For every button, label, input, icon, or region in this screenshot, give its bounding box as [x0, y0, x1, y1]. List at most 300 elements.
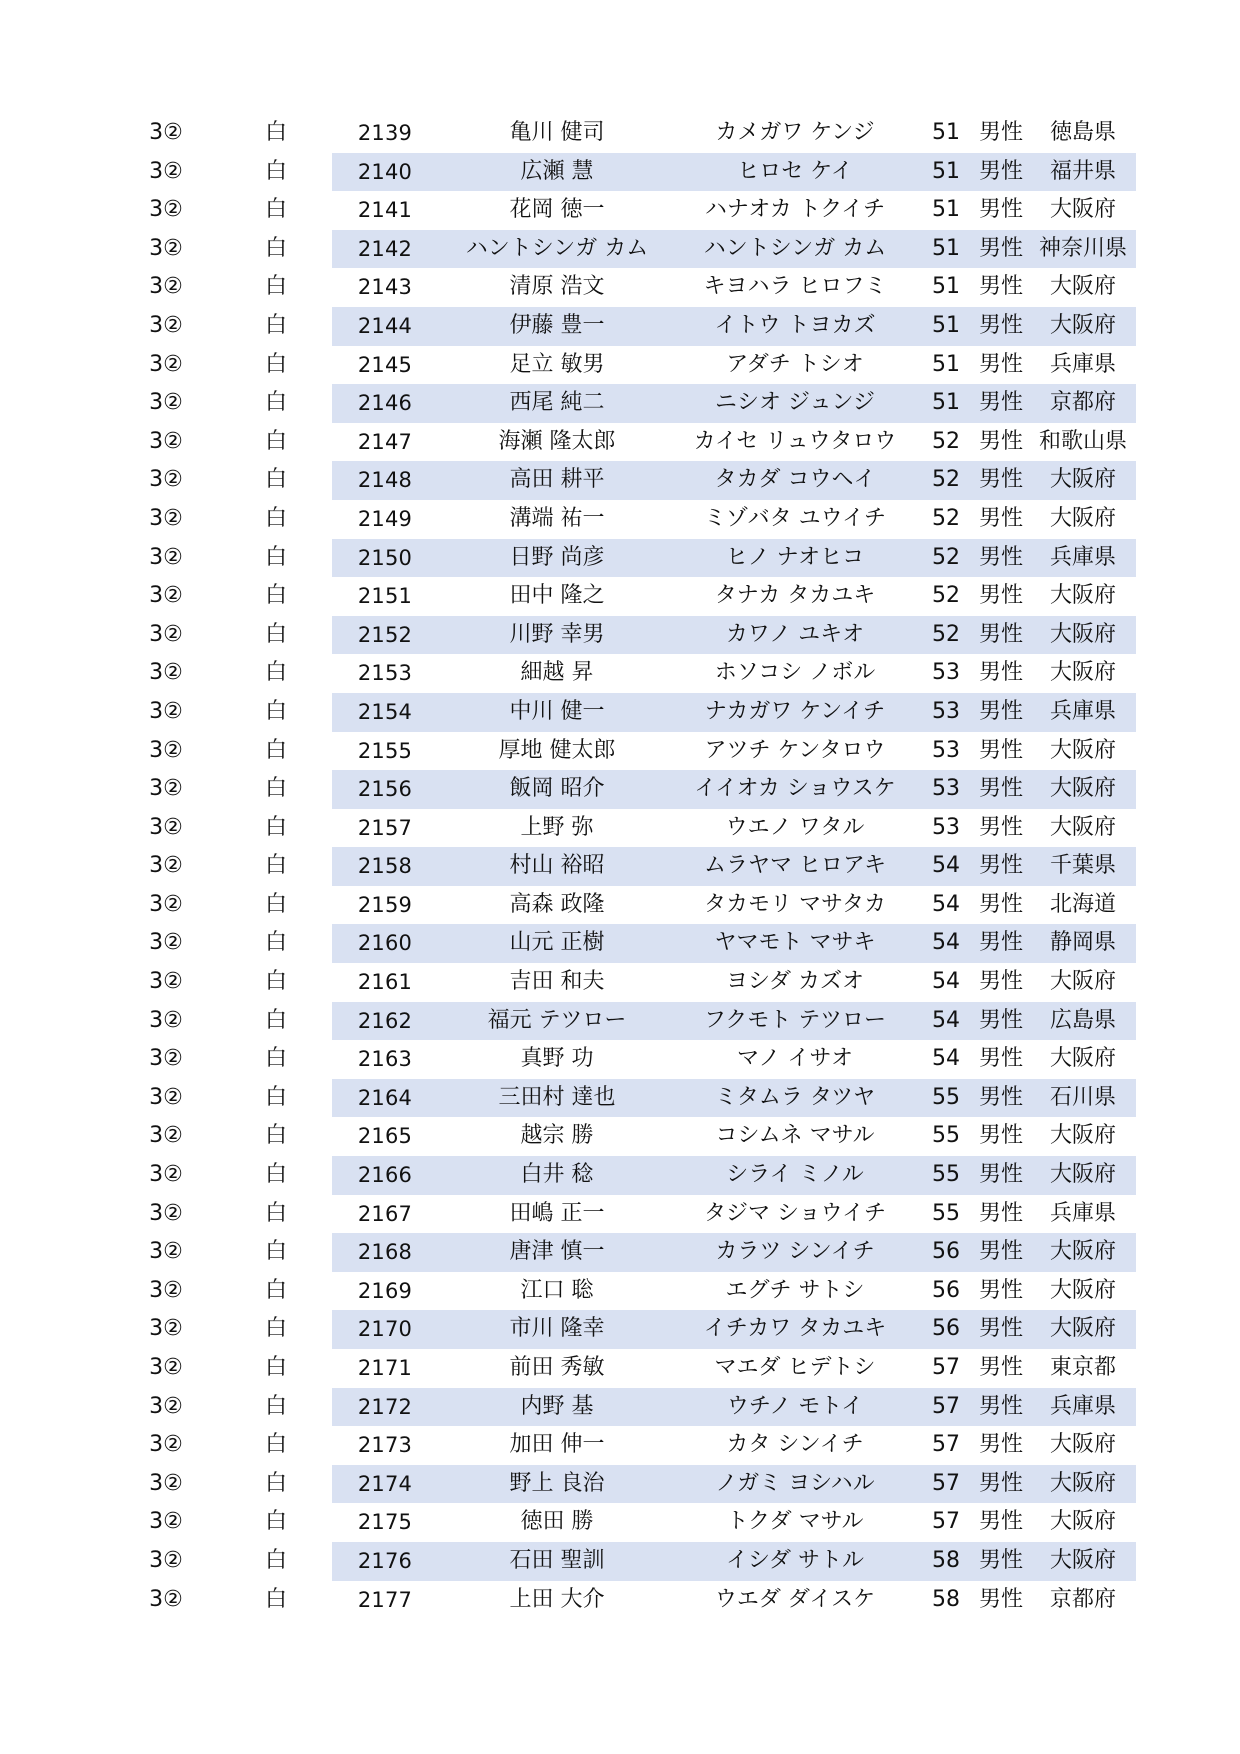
color-cell: 白 — [264, 1046, 287, 1072]
prefecture-cell: 神奈川県 — [1038, 235, 1127, 261]
gender-cell: 男性 — [978, 1586, 1023, 1612]
prefecture-cell: 大阪府 — [1049, 197, 1116, 223]
class-cell: 3② — [149, 853, 183, 879]
table-row — [0, 809, 1240, 848]
table-row — [0, 307, 1240, 346]
age-cell: 56 — [932, 1316, 960, 1342]
prefecture-cell: 和歌山県 — [1038, 428, 1127, 454]
number-cell: 2140 — [357, 159, 413, 184]
class-cell: 3② — [149, 351, 183, 377]
color-cell: 白 — [264, 120, 287, 145]
color-cell: 白 — [264, 583, 287, 609]
color-cell: 白 — [264, 158, 287, 184]
gender-cell: 男性 — [978, 1432, 1023, 1458]
class-cell: 3② — [149, 1432, 183, 1458]
number-cell: 2175 — [357, 1510, 413, 1535]
table-row — [0, 770, 1240, 809]
table-row — [0, 461, 1240, 500]
prefecture-cell: 大阪府 — [1049, 1316, 1116, 1342]
gender-cell: 男性 — [978, 1084, 1023, 1110]
color-cell: 白 — [264, 776, 287, 802]
name-cell: 田嶋 正一 — [509, 1200, 605, 1226]
color-cell: 白 — [264, 274, 287, 300]
color-cell: 白 — [264, 853, 287, 879]
class-cell: 3② — [149, 1277, 183, 1303]
number-cell: 2167 — [357, 1201, 413, 1226]
table-row — [0, 654, 1240, 693]
prefecture-cell: 大阪府 — [1049, 1547, 1116, 1573]
prefecture-cell: 大阪府 — [1049, 737, 1116, 763]
prefecture-cell: 大阪府 — [1049, 274, 1116, 300]
name-cell: 田中 隆之 — [509, 583, 605, 609]
kana-cell: ハナオカ トクイチ — [704, 197, 886, 223]
color-cell: 白 — [264, 1277, 287, 1303]
name-cell: 山元 正樹 — [509, 930, 605, 956]
table-row — [0, 114, 1240, 153]
age-cell: 51 — [932, 312, 960, 338]
table-row — [0, 153, 1240, 192]
prefecture-cell: 大阪府 — [1049, 814, 1116, 840]
prefecture-cell: 大阪府 — [1049, 1509, 1116, 1535]
class-cell: 3② — [149, 891, 183, 917]
number-cell: 2169 — [357, 1278, 413, 1303]
table-row — [0, 1079, 1240, 1118]
prefecture-cell: 大阪府 — [1049, 1162, 1116, 1188]
number-cell: 2165 — [357, 1124, 413, 1149]
kana-cell: イトウ トヨカズ — [714, 312, 876, 338]
kana-cell: カイセ リュウタロウ — [693, 428, 897, 454]
kana-cell: カメガワ ケンジ — [715, 120, 875, 145]
kana-cell: ウチノ モトイ — [726, 1393, 864, 1419]
table-row — [0, 1040, 1240, 1079]
age-cell: 54 — [932, 1046, 960, 1072]
number-cell: 2143 — [357, 275, 413, 300]
gender-cell: 男性 — [978, 197, 1023, 223]
name-cell: 石田 聖訓 — [509, 1547, 605, 1573]
age-cell: 52 — [932, 583, 960, 609]
age-cell: 54 — [932, 930, 960, 956]
gender-cell: 男性 — [978, 1547, 1023, 1573]
gender-cell: 男性 — [978, 737, 1023, 763]
color-cell: 白 — [264, 1200, 287, 1226]
color-cell: 白 — [264, 698, 287, 724]
age-cell: 51 — [932, 120, 960, 145]
class-cell: 3② — [149, 930, 183, 956]
prefecture-cell: 東京都 — [1049, 1355, 1116, 1380]
name-cell: ハントシンガ カム — [465, 235, 649, 261]
name-cell: 中川 健一 — [509, 698, 605, 724]
prefecture-cell: 大阪府 — [1049, 1239, 1116, 1265]
class-cell: 3② — [149, 1200, 183, 1226]
class-cell: 3② — [149, 1084, 183, 1110]
prefecture-cell: 広島県 — [1049, 1007, 1116, 1033]
gender-cell: 男性 — [978, 351, 1023, 377]
color-cell: 白 — [264, 1393, 287, 1419]
name-cell: 亀川 健司 — [509, 120, 605, 145]
color-cell: 白 — [264, 1432, 287, 1458]
class-cell: 3② — [149, 1586, 183, 1612]
name-cell: 徳田 勝 — [520, 1509, 594, 1535]
kana-cell: コシムネ マサル — [715, 1123, 875, 1149]
name-cell: 越宗 勝 — [520, 1123, 594, 1149]
kana-cell: ホソコシ ノボル — [714, 660, 876, 686]
prefecture-cell: 福井県 — [1049, 158, 1116, 184]
number-cell: 2150 — [357, 545, 413, 570]
kana-cell: トクダ マサル — [726, 1509, 864, 1535]
number-cell: 2142 — [357, 236, 413, 261]
prefecture-cell: 京都府 — [1049, 1586, 1116, 1612]
name-cell: 村山 裕昭 — [509, 853, 605, 879]
age-cell: 53 — [932, 737, 960, 763]
class-cell: 3② — [149, 274, 183, 300]
name-cell: 高森 政隆 — [509, 891, 605, 917]
number-cell: 2141 — [357, 198, 413, 223]
prefecture-cell: 兵庫県 — [1049, 698, 1116, 724]
table-row — [0, 1272, 1240, 1311]
kana-cell: ナカガワ ケンイチ — [704, 698, 886, 724]
kana-cell: アダチ トシオ — [726, 351, 864, 377]
kana-cell: ノガミ ヨシハル — [715, 1470, 875, 1496]
table-row — [0, 1233, 1240, 1272]
gender-cell: 男性 — [978, 1277, 1023, 1303]
kana-cell: キヨハラ ヒロフミ — [703, 274, 887, 300]
name-cell: 真野 功 — [520, 1046, 594, 1072]
participant-table — [0, 114, 1240, 1619]
name-cell: 伊藤 豊一 — [509, 312, 605, 338]
color-cell: 白 — [264, 930, 287, 956]
table-row — [0, 732, 1240, 771]
table-row — [0, 886, 1240, 925]
number-cell: 2146 — [357, 391, 413, 416]
table-row — [0, 1310, 1240, 1349]
prefecture-cell: 大阪府 — [1049, 1277, 1116, 1303]
age-cell: 52 — [932, 467, 960, 493]
age-cell: 52 — [932, 621, 960, 647]
prefecture-cell: 京都府 — [1049, 390, 1116, 416]
age-cell: 51 — [932, 197, 960, 223]
age-cell: 53 — [932, 814, 960, 840]
gender-cell: 男性 — [978, 1239, 1023, 1265]
gender-cell: 男性 — [978, 1509, 1023, 1535]
class-cell: 3② — [149, 120, 183, 145]
prefecture-cell: 兵庫県 — [1049, 351, 1116, 377]
number-cell: 2164 — [357, 1085, 413, 1110]
class-cell: 3② — [149, 390, 183, 416]
class-cell: 3② — [149, 1355, 183, 1380]
class-cell: 3② — [149, 1007, 183, 1033]
age-cell: 57 — [932, 1509, 960, 1535]
age-cell: 52 — [932, 544, 960, 570]
prefecture-cell: 静岡県 — [1049, 930, 1116, 956]
color-cell: 白 — [264, 969, 287, 995]
name-cell: 江口 聡 — [520, 1277, 594, 1303]
color-cell: 白 — [264, 1509, 287, 1535]
kana-cell: フクモト テツロー — [703, 1007, 887, 1033]
class-cell: 3② — [149, 814, 183, 840]
number-cell: 2152 — [357, 622, 413, 647]
kana-cell: マエダ ヒデトシ — [714, 1355, 876, 1380]
color-cell: 白 — [264, 891, 287, 917]
number-cell: 2173 — [357, 1433, 413, 1458]
class-cell: 3② — [149, 776, 183, 802]
age-cell: 52 — [932, 505, 960, 531]
gender-cell: 男性 — [978, 467, 1023, 493]
number-cell: 2149 — [357, 506, 413, 531]
table-row — [0, 500, 1240, 539]
number-cell: 2151 — [357, 584, 413, 609]
class-cell: 3② — [149, 660, 183, 686]
age-cell: 56 — [932, 1239, 960, 1265]
kana-cell: ニシオ ジュンジ — [714, 390, 875, 416]
class-cell: 3② — [149, 969, 183, 995]
number-cell: 2153 — [357, 661, 413, 686]
number-cell: 2174 — [357, 1471, 413, 1496]
gender-cell: 男性 — [978, 544, 1023, 570]
name-cell: 足立 敏男 — [509, 351, 605, 377]
kana-cell: ヨシダ カズオ — [725, 969, 865, 995]
kana-cell: ウエダ ダイスケ — [714, 1586, 876, 1612]
color-cell: 白 — [264, 1316, 287, 1342]
table-row — [0, 1349, 1240, 1388]
gender-cell: 男性 — [978, 814, 1023, 840]
class-cell: 3② — [149, 1547, 183, 1573]
name-cell: 白井 稔 — [520, 1162, 594, 1188]
table-row — [0, 423, 1240, 462]
table-row — [0, 1503, 1240, 1542]
color-cell: 白 — [264, 351, 287, 377]
class-cell: 3② — [149, 544, 183, 570]
kana-cell: ヤマモト マサキ — [714, 930, 876, 956]
name-cell: 吉田 和夫 — [509, 969, 605, 995]
kana-cell: アツチ ケンタロウ — [704, 737, 886, 763]
age-cell: 55 — [932, 1084, 960, 1110]
prefecture-cell: 大阪府 — [1049, 621, 1116, 647]
gender-cell: 男性 — [978, 274, 1023, 300]
color-cell: 白 — [264, 312, 287, 338]
gender-cell: 男性 — [978, 1007, 1023, 1033]
gender-cell: 男性 — [978, 428, 1023, 454]
kana-cell: タジマ ショウイチ — [704, 1200, 886, 1226]
table-row — [0, 1156, 1240, 1195]
age-cell: 51 — [932, 390, 960, 416]
number-cell: 2158 — [357, 854, 413, 879]
gender-cell: 男性 — [978, 312, 1023, 338]
color-cell: 白 — [264, 544, 287, 570]
kana-cell: イチカワ タカユキ — [703, 1316, 887, 1342]
gender-cell: 男性 — [978, 1123, 1023, 1149]
age-cell: 54 — [932, 1007, 960, 1033]
kana-cell: カワノ ユキオ — [725, 621, 865, 647]
name-cell: 厚地 健太郎 — [498, 737, 616, 763]
kana-cell: カラツ シンイチ — [715, 1239, 875, 1265]
class-cell: 3② — [149, 235, 183, 261]
name-cell: 広瀬 慧 — [520, 158, 594, 184]
table-row — [0, 230, 1240, 269]
gender-cell: 男性 — [978, 158, 1023, 184]
age-cell: 53 — [932, 660, 960, 686]
number-cell: 2147 — [357, 429, 413, 454]
gender-cell: 男性 — [978, 1355, 1023, 1380]
color-cell: 白 — [264, 1586, 287, 1612]
number-cell: 2162 — [357, 1008, 413, 1033]
class-cell: 3② — [149, 1123, 183, 1149]
table-row — [0, 1542, 1240, 1581]
table-row — [0, 1117, 1240, 1156]
color-cell: 白 — [264, 197, 287, 223]
prefecture-cell: 千葉県 — [1049, 853, 1116, 879]
kana-cell: ヒノ ナオヒコ — [725, 544, 865, 570]
name-cell: 飯岡 昭介 — [509, 776, 605, 802]
number-cell: 2176 — [357, 1548, 413, 1573]
number-cell: 2145 — [357, 352, 413, 377]
number-cell: 2170 — [357, 1317, 413, 1342]
prefecture-cell: 大阪府 — [1049, 1470, 1116, 1496]
age-cell: 55 — [932, 1162, 960, 1188]
name-cell: 上野 弥 — [520, 814, 594, 840]
table-row — [0, 693, 1240, 732]
kana-cell: ムラヤマ ヒロアキ — [703, 853, 887, 879]
gender-cell: 男性 — [978, 1393, 1023, 1419]
gender-cell: 男性 — [978, 969, 1023, 995]
kana-cell: ハントシンガ カム — [703, 235, 887, 261]
class-cell: 3② — [149, 312, 183, 338]
class-cell: 3② — [149, 737, 183, 763]
number-cell: 2144 — [357, 313, 413, 338]
age-cell: 51 — [932, 351, 960, 377]
prefecture-cell: 大阪府 — [1049, 467, 1116, 493]
kana-cell: シライ ミノル — [726, 1162, 864, 1188]
table-row — [0, 539, 1240, 578]
color-cell: 白 — [264, 621, 287, 647]
color-cell: 白 — [264, 1007, 287, 1033]
prefecture-cell: 大阪府 — [1049, 583, 1116, 609]
kana-cell: ウエノ ワタル — [725, 814, 865, 840]
gender-cell: 男性 — [978, 120, 1023, 145]
number-cell: 2177 — [357, 1587, 413, 1612]
age-cell: 58 — [932, 1586, 960, 1612]
class-cell: 3② — [149, 1239, 183, 1265]
color-cell: 白 — [264, 390, 287, 416]
prefecture-cell: 徳島県 — [1049, 120, 1116, 145]
number-cell: 2156 — [357, 777, 413, 802]
name-cell: 前田 秀敏 — [509, 1355, 605, 1380]
table-row — [0, 1581, 1240, 1620]
number-cell: 2148 — [357, 468, 413, 493]
gender-cell: 男性 — [978, 853, 1023, 879]
age-cell: 54 — [932, 969, 960, 995]
number-cell: 2161 — [357, 970, 413, 995]
age-cell: 51 — [932, 235, 960, 261]
kana-cell: マノ イサオ — [737, 1046, 853, 1072]
color-cell: 白 — [264, 1355, 287, 1380]
gender-cell: 男性 — [978, 390, 1023, 416]
gender-cell: 男性 — [978, 1316, 1023, 1342]
number-cell: 2171 — [357, 1356, 413, 1380]
color-cell: 白 — [264, 814, 287, 840]
table-row — [0, 1465, 1240, 1504]
kana-cell: イイオカ ショウスケ — [694, 776, 896, 802]
age-cell: 55 — [932, 1123, 960, 1149]
kana-cell: ミタムラ タツヤ — [714, 1084, 876, 1110]
table-row — [0, 1195, 1240, 1234]
name-cell: 内野 基 — [520, 1393, 594, 1419]
table-row — [0, 268, 1240, 307]
class-cell: 3② — [149, 158, 183, 184]
number-cell: 2154 — [357, 699, 413, 724]
age-cell: 55 — [932, 1200, 960, 1226]
age-cell: 53 — [932, 776, 960, 802]
name-cell: 野上 良治 — [509, 1470, 605, 1496]
gender-cell: 男性 — [978, 776, 1023, 802]
name-cell: 高田 耕平 — [509, 467, 605, 493]
table-row — [0, 616, 1240, 655]
class-cell: 3② — [149, 428, 183, 454]
name-cell: 川野 幸男 — [509, 621, 605, 647]
class-cell: 3② — [149, 1316, 183, 1342]
color-cell: 白 — [264, 235, 287, 261]
number-cell: 2168 — [357, 1240, 413, 1265]
gender-cell: 男性 — [978, 505, 1023, 531]
gender-cell: 男性 — [978, 621, 1023, 647]
age-cell: 57 — [932, 1355, 960, 1380]
gender-cell: 男性 — [978, 1200, 1023, 1226]
class-cell: 3② — [149, 1393, 183, 1419]
color-cell: 白 — [264, 428, 287, 454]
color-cell: 白 — [264, 1123, 287, 1149]
age-cell: 57 — [932, 1470, 960, 1496]
number-cell: 2160 — [357, 931, 413, 956]
table-row — [0, 384, 1240, 423]
prefecture-cell: 大阪府 — [1049, 312, 1116, 338]
table-row — [0, 191, 1240, 230]
gender-cell: 男性 — [978, 235, 1023, 261]
table-row — [0, 577, 1240, 616]
number-cell: 2159 — [357, 892, 413, 917]
gender-cell: 男性 — [978, 660, 1023, 686]
class-cell: 3② — [149, 621, 183, 647]
age-cell: 51 — [932, 274, 960, 300]
age-cell: 54 — [932, 891, 960, 917]
number-cell: 2166 — [357, 1163, 413, 1188]
prefecture-cell: 兵庫県 — [1049, 1393, 1116, 1419]
gender-cell: 男性 — [978, 698, 1023, 724]
number-cell: 2157 — [357, 815, 413, 840]
gender-cell: 男性 — [978, 583, 1023, 609]
kana-cell: タカモリ マサタカ — [704, 891, 886, 917]
kana-cell: カタ シンイチ — [726, 1432, 864, 1458]
kana-cell: ヒロセ ケイ — [737, 158, 853, 184]
name-cell: 福元 テツロー — [487, 1007, 627, 1033]
age-cell: 54 — [932, 853, 960, 879]
table-row — [0, 847, 1240, 886]
prefecture-cell: 兵庫県 — [1049, 1200, 1116, 1226]
prefecture-cell: 大阪府 — [1049, 776, 1116, 802]
age-cell: 57 — [932, 1393, 960, 1419]
number-cell: 2163 — [357, 1047, 413, 1072]
name-cell: 花岡 徳一 — [509, 197, 605, 223]
class-cell: 3② — [149, 505, 183, 531]
color-cell: 白 — [264, 505, 287, 531]
number-cell: 2139 — [357, 121, 413, 145]
gender-cell: 男性 — [978, 1470, 1023, 1496]
age-cell: 56 — [932, 1277, 960, 1303]
table-row — [0, 1388, 1240, 1427]
prefecture-cell: 大阪府 — [1049, 1432, 1116, 1458]
table-row — [0, 1002, 1240, 1041]
gender-cell: 男性 — [978, 891, 1023, 917]
color-cell: 白 — [264, 1162, 287, 1188]
prefecture-cell: 大阪府 — [1049, 660, 1116, 686]
